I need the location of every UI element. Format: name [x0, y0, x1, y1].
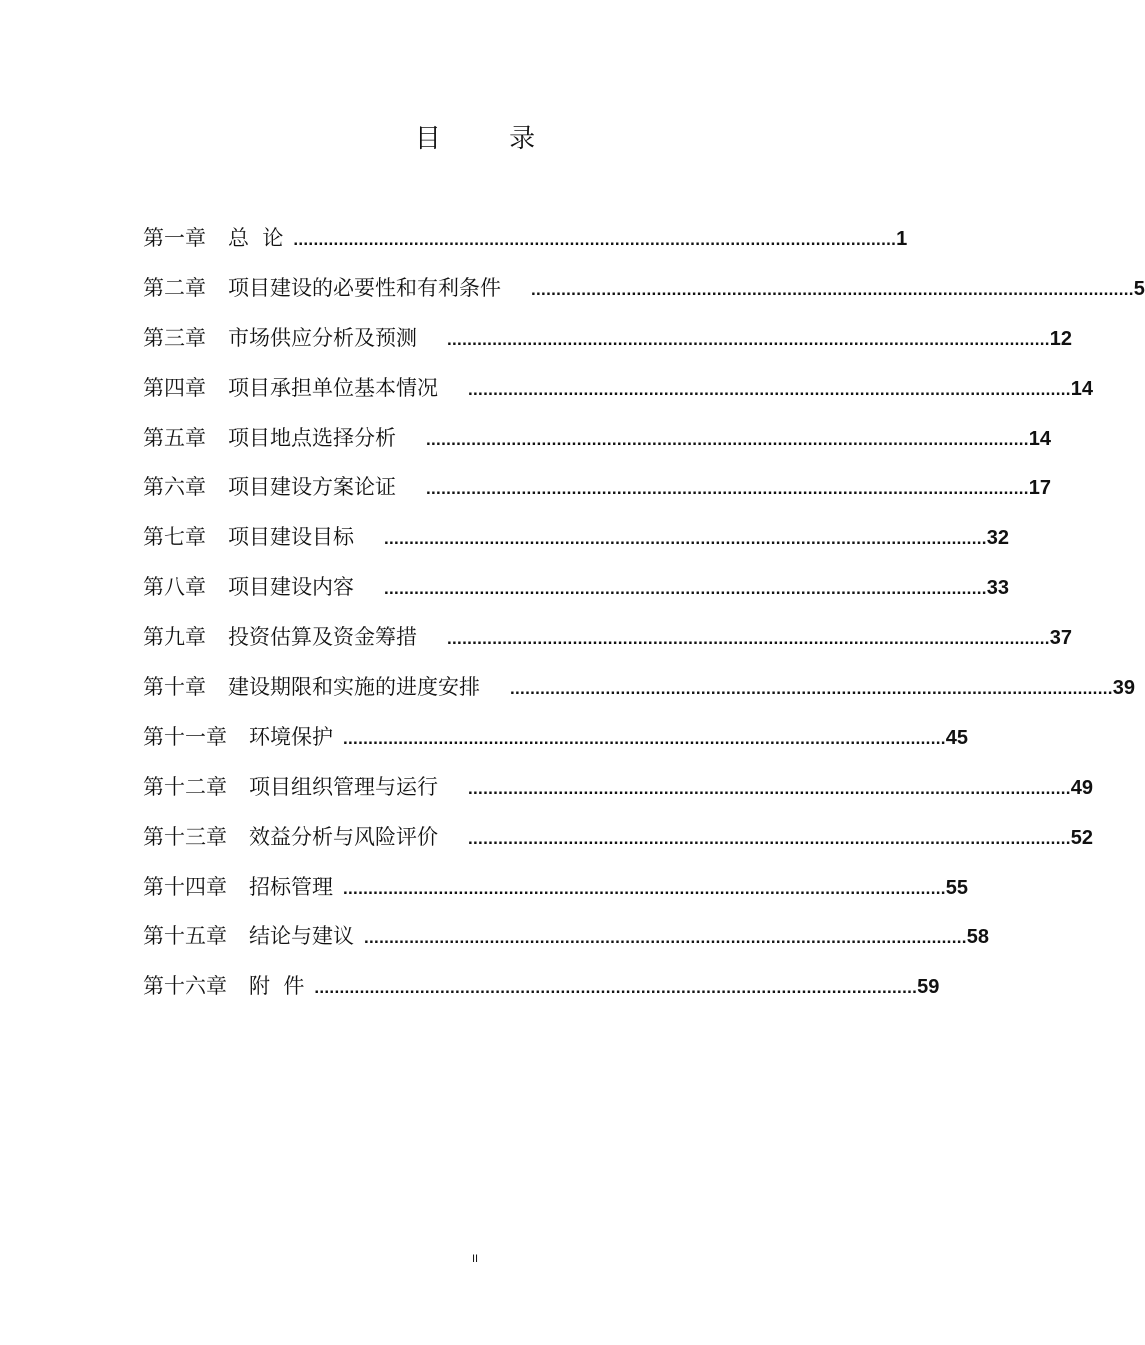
- toc-chapter-heading: 投资估算及资金筹措: [228, 625, 417, 650]
- toc-dot-leader: ........................................................................................................................: [447, 329, 1050, 349]
- toc-chapter-number: 第七章: [143, 525, 206, 550]
- toc-page-number: 52: [1070, 826, 1094, 849]
- toc-dot-leader: ........................................................................................................................: [426, 479, 1029, 499]
- toc-entry-12[interactable]: [143, 771, 1094, 821]
- toc-chapter-number: 第十四章: [143, 874, 227, 899]
- toc-chapter-heading: 项目建设目标: [228, 525, 354, 550]
- toc-dot-leader: ........................................................................................................................: [384, 579, 987, 599]
- toc-page-number: 45: [945, 726, 969, 749]
- toc-chapter-number: 第十六章: [143, 974, 227, 999]
- toc-entry-14[interactable]: [143, 871, 969, 921]
- toc-chapter-heading: 建设期限和实施的进度安排: [228, 675, 480, 700]
- toc-page-number: 49: [1070, 776, 1094, 799]
- toc-page-number: 39: [1112, 677, 1136, 700]
- toc-dot-leader: ........................................................................................................................: [343, 878, 946, 898]
- footer-page-number: II: [471, 1253, 479, 1265]
- toc-chapter-number: 第五章: [143, 425, 206, 450]
- toc-dot-leader: ........................................................................................................................: [468, 778, 1071, 798]
- toc-page-number: 55: [945, 876, 969, 899]
- toc-entry-16[interactable]: [143, 970, 940, 1020]
- toc-dot-leader: ........................................................................................................................: [468, 828, 1071, 848]
- toc-chapter-heading: 项目建设内容: [228, 575, 354, 600]
- toc-chapter-heading: 项目地点选择分析: [228, 425, 396, 450]
- toc-chapter-heading: 市场供应分析及预测: [228, 325, 417, 350]
- toc-entry-13[interactable]: [143, 821, 1094, 871]
- toc-page-number: 1: [896, 228, 908, 250]
- toc-page-number: 37: [1049, 627, 1073, 650]
- toc-chapter-heading: 总 论: [228, 226, 284, 250]
- toc-chapter-heading: 附 件: [249, 974, 305, 999]
- toc-dot-leader: ........................................................................................................................: [426, 429, 1029, 449]
- toc-entry-15[interactable]: [143, 920, 990, 970]
- toc-dot-leader: ........................................................................................................................: [384, 529, 987, 549]
- toc-chapter-number: 第十章: [143, 675, 206, 700]
- toc-entry-3[interactable]: [143, 322, 1073, 372]
- toc-chapter-heading: 项目承担单位基本情况: [228, 375, 438, 400]
- toc-entry-6[interactable]: [143, 471, 1052, 521]
- toc-chapter-number: 第三章: [143, 325, 206, 350]
- toc-page-number: 59: [917, 976, 940, 999]
- toc-page-number: 14: [1070, 377, 1094, 400]
- toc-entry-4[interactable]: [143, 372, 1094, 422]
- toc-entry-5[interactable]: [143, 422, 1052, 472]
- toc-chapter-number: 第四章: [143, 375, 206, 400]
- toc-dot-leader: ........................................................................................................................: [343, 728, 946, 748]
- toc-page-number: 17: [1028, 477, 1052, 500]
- toc-page-number: 14: [1028, 427, 1052, 450]
- toc-entry-8[interactable]: [143, 571, 1010, 621]
- toc-chapter-number: 第十二章: [143, 774, 227, 799]
- toc-chapter-heading: 结论与建议: [249, 924, 354, 949]
- toc-title: 目 录: [414, 124, 566, 154]
- toc-chapter-heading: 环境保护: [249, 724, 333, 749]
- toc-entry-9[interactable]: [143, 621, 1073, 671]
- toc-chapter-number: 第一章: [143, 226, 206, 250]
- toc-page-number: 12: [1049, 327, 1073, 350]
- toc-entry-10[interactable]: [143, 671, 1136, 721]
- toc-chapter-number: 第六章: [143, 475, 206, 500]
- toc-page-number: 5: [1133, 277, 1145, 300]
- toc-dot-leader: ........................................................................................................................: [364, 928, 967, 948]
- toc-dot-leader: ........................................................................................................................: [531, 279, 1134, 299]
- toc-entry-1[interactable]: [143, 222, 908, 272]
- toc-page-number: 58: [966, 926, 990, 949]
- toc-chapter-heading: 项目建设的必要性和有利条件: [228, 275, 501, 300]
- toc-chapter-number: 第二章: [143, 275, 206, 300]
- toc-chapter-number: 第九章: [143, 625, 206, 650]
- toc-entry-11[interactable]: [143, 721, 969, 771]
- toc-chapter-heading: 项目组织管理与运行: [249, 774, 438, 799]
- toc-chapter-number: 第十五章: [143, 924, 227, 949]
- toc-dot-leader: ........................................................................................................................: [510, 679, 1113, 699]
- toc-chapter-number: 第十三章: [143, 824, 227, 849]
- toc-entry-2[interactable]: [143, 272, 1145, 322]
- toc-dot-leader: ........................................................................................................................: [468, 379, 1071, 399]
- toc-chapter-heading: 效益分析与风险评价: [249, 824, 438, 849]
- toc-chapter-number: 第十一章: [143, 724, 227, 749]
- toc-page-number: 32: [986, 527, 1010, 550]
- toc-dot-leader: ........................................................................................................................: [293, 230, 897, 249]
- toc-chapter-heading: 招标管理: [249, 874, 333, 899]
- toc-dot-leader: ........................................................................................................................: [314, 978, 918, 998]
- toc-page-number: 33: [986, 577, 1010, 600]
- table-of-contents: [143, 222, 1145, 1020]
- toc-entry-7[interactable]: [143, 521, 1010, 571]
- toc-dot-leader: ........................................................................................................................: [447, 629, 1050, 649]
- toc-chapter-number: 第八章: [143, 575, 206, 600]
- toc-chapter-heading: 项目建设方案论证: [228, 475, 396, 500]
